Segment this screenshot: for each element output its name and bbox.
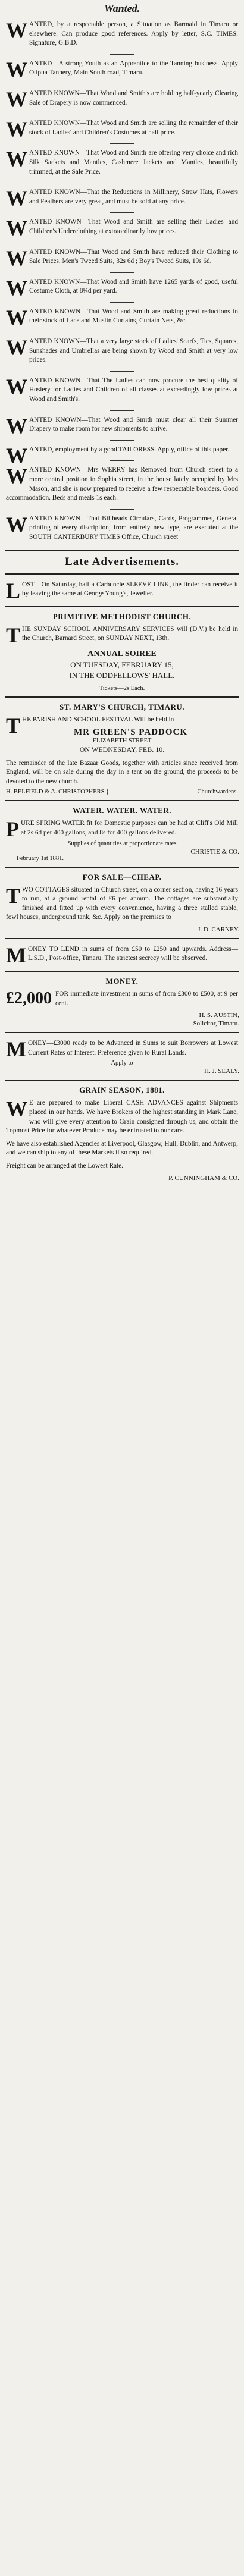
- dropcap: W: [6, 147, 27, 171]
- water-ad: [5, 806, 239, 861]
- ad-heading: GRAIN SEASON, 1881.: [79, 1085, 165, 1095]
- money-advance-ad: [5, 1038, 239, 1075]
- section-divider: [5, 1080, 239, 1081]
- dropcap: P: [6, 817, 19, 842]
- dropcap: M: [6, 1037, 26, 1062]
- dropcap: L: [6, 578, 21, 603]
- dropcap: W: [6, 335, 27, 360]
- signature-role: Churchwardens.: [197, 789, 238, 796]
- ad-text: ANTED KNOWN—That Wood and Smith's are holding half-yearly Clearing Sale of Drapery is now commenced.: [29, 89, 238, 106]
- dropcap: M: [6, 943, 26, 967]
- ad-text: ANTED KNOWN—That Wood and Smith are selling their Ladies' and Children's Underclothing at extraordinarily low prices.: [29, 218, 238, 235]
- section-divider: [5, 696, 239, 698]
- wanted-ad: [5, 443, 239, 467]
- festival-location: MR GREEN'S PADDOCK: [73, 727, 188, 737]
- money-amount: £2,000: [6, 989, 52, 1008]
- ad-text: ANTED KNOWN—That the Reductions in Millinery, Straw Hats, Flowers and Feathers are very great, and must be sold at any price.: [29, 189, 238, 205]
- grain-paragraph-2: We have also established Agencies at Liverpool, Glasgow, Hull, Dublin, and Antwerp, and we can ship to any of these Markets if so required.: [6, 1140, 238, 1157]
- wanted-heading: Wanted.: [104, 2, 140, 14]
- ad-divider: [110, 54, 134, 55]
- for-sale-signer: J. D. CARNEY.: [198, 925, 239, 933]
- section-divider: [5, 573, 239, 575]
- ad-text: HE PARISH AND SCHOOL FESTIVAL Will be held in: [22, 716, 174, 723]
- wanted-ad: [5, 306, 239, 328]
- wanted-ad: [5, 217, 239, 239]
- ad-text: OST—On Saturday, half a Carbuncle SLEEVE LINK, the finder can receive it by leaving the same at George Young's, Jeweller.: [22, 581, 238, 598]
- dropcap: W: [6, 374, 27, 399]
- soiree-tickets: Tickets—2s Each.: [99, 685, 145, 692]
- ad-text: ANTED KNOWN—That Wood and Smith have 1265 yards of good, useful Costume Cloth, at 8¼d per yard.: [29, 278, 238, 295]
- dropcap: W: [6, 305, 27, 330]
- wanted-ad: [5, 187, 239, 209]
- water-date: February 1st 1881.: [17, 855, 64, 862]
- wanted-ad: [5, 148, 239, 179]
- ad-text: E are prepared to make Liberal CASH ADVANCES against Shipments placed in our hands. We have Brokers of the highest standing in Mark Lane, who will give every attention to Grain consigned through us, and obtain the Topmost Price for whatever Produce may be entrusted to our care.: [6, 1099, 238, 1135]
- methodist-ad: [5, 612, 239, 692]
- section-divider: [5, 971, 239, 972]
- dropcap: T: [6, 713, 21, 738]
- section-divider: [5, 800, 239, 801]
- wanted-ad: [5, 88, 239, 110]
- ad-text: WO COTTAGES situated in Church street, on a corner section, having 16 years to run, at a ground rental of £6 per annum. The cottages are substantially finished and fitted up with every convenience, having a three stalled stable, fowl houses, underground tank, &c. Apply on the premises to: [6, 886, 238, 921]
- dropcap: T: [6, 623, 21, 647]
- ad-heading: FOR SALE—CHEAP.: [82, 872, 162, 881]
- ad-heading: PRIMITIVE METHODIST CHURCH.: [52, 611, 192, 621]
- wanted-ad: [5, 277, 239, 299]
- soiree-date: ON TUESDAY, FEBRUARY 15,: [70, 660, 174, 669]
- dropcap: W: [6, 87, 27, 111]
- ad-divider: [110, 143, 134, 144]
- late-ads-heading: Late Advertisements.: [64, 555, 180, 568]
- wanted-ad: [5, 58, 239, 80]
- festival-date: ON WEDNESDAY, FEB. 10.: [79, 745, 165, 754]
- section-divider: [5, 550, 239, 551]
- ad-divider: [110, 460, 134, 461]
- wanted-ad: [5, 465, 239, 505]
- wanted-ad: [5, 513, 239, 545]
- ad-text: ANTED—A strong Youth as an Apprentice to the Tanning business. Apply Otipua Tannery, Main South road, Timaru.: [29, 59, 238, 77]
- dropcap: W: [6, 512, 27, 536]
- wanted-ad: [5, 118, 239, 140]
- section-divider: [5, 606, 239, 607]
- newspaper-page: [0, 1, 244, 2576]
- dropcap: T: [6, 883, 21, 908]
- ad-text: ANTED KNOWN—That Wood and Smith are selling the remainder of their stock of Ladies' and Children's Costumes at half price.: [29, 120, 238, 136]
- ad-text: HE SUNDAY SCHOOL ANNIVERSARY SERVICES will (D.V.) be held in the Church, Barnard Street, on SUNDAY NEXT, 13th.: [22, 625, 238, 642]
- section-divider: [5, 867, 239, 868]
- money-signer-role: Solicitor, Timaru.: [193, 1020, 239, 1028]
- for-sale-ad: [5, 873, 239, 933]
- ad-text: ANTED KNOWN—That The Ladies can now procure the best quality of Hosiery for Ladies and Children of all classes at exceedingly low prices at Wood and Smith's.: [29, 376, 238, 403]
- money-advance-signer: H. J. SEALY.: [204, 1068, 239, 1075]
- ad-text: ANTED, by a respectable person, a Situation as Barmaid in Timaru or elsewhere. Can produce good references. Apply by letter, S.C. TIMES. Signature, G.B.D.: [29, 21, 238, 47]
- ad-text: ANTED KNOWN—That Billheads Circulars, Cards, Programmes, General printing of every discription, from entirely new type, are executed at the SOUTH CANTERBURY TIMES Office, Church street: [29, 514, 238, 541]
- grain-signer: P. CUNNINGHAM & CO.: [168, 1174, 239, 1182]
- dropcap: W: [6, 275, 27, 300]
- ad-text: ONEY—£3000 ready to be Advanced in Sums to suit Borrowers at Lowest Current Rates of Interest. Preference given to Rural Lands.: [27, 1040, 238, 1056]
- ad-divider: [110, 272, 134, 273]
- ad-text: URE SPRING WATER fit for Domestic purposes can be had at Cliff's Old Mill at 2s 6d per 400 gallons, and 8s for 400 gallons delivered.: [21, 820, 238, 836]
- money-signer: H. S. AUSTIN,: [199, 1012, 239, 1019]
- ad-divider: [110, 509, 134, 510]
- grain-paragraph-3: Freight can be arranged at the Lowest Rate.: [6, 1162, 123, 1169]
- ad-heading: ST. MARY'S CHURCH, TIMARU.: [60, 702, 184, 711]
- ad-divider: [110, 302, 134, 303]
- soiree-heading: ANNUAL SOIREE: [87, 649, 157, 658]
- signature-row: [5, 789, 239, 795]
- ad-text: ONEY TO LEND in sums of from £50 to £250 and upwards. Address—L.S.D., Post-office, Timaru. The strictest secrecy will be observed.: [27, 945, 238, 962]
- dropcap: W: [6, 1097, 27, 1121]
- grain-ad: [5, 1085, 239, 1181]
- signature-names: H. BELFIELD & A. CHRISTOPHERS }: [6, 789, 110, 796]
- dropcap: W: [6, 216, 27, 240]
- ad-text: ANTED KNOWN—That Wood and Smith are offering very choice and rich Silk Sackets and Mantles, Cashmere Jackets and Mantles, beautifully trimmed, at the Sale Price.: [29, 149, 238, 175]
- money-lend-ad: [5, 944, 239, 966]
- dropcap: W: [6, 186, 27, 211]
- dropcap: W: [6, 117, 27, 142]
- dropcap: W: [6, 246, 27, 270]
- lost-ad: [5, 579, 239, 601]
- ad-text: ANTED KNOWN—That Wood and Smith are making great reductions in their stock of Lace and Muslin Curtains, Curtain Nets, &c.: [29, 308, 238, 325]
- st-marys-ad: [5, 702, 239, 795]
- dropcap: W: [6, 443, 27, 467]
- dropcap: W: [6, 57, 27, 81]
- ad-divider: [110, 212, 134, 213]
- ad-heading: MONEY.: [105, 977, 139, 986]
- section-divider: [5, 1032, 239, 1033]
- ad-text: ANTED KNOWN—That Wood and Smith have reduced their Clothing to Sale Prices. Men's Tweed Suits, 32s 6d ; Boy's Tweed Suits, 19s 6d.: [29, 248, 238, 265]
- ad-heading: WATER. WATER. WATER.: [73, 806, 171, 815]
- festival-details: The remainder of the late Bazaar Goods, together with articles since received from England, will be on sale during the day in a tent on the ground, the proceeds to be devoted to the new church.: [6, 759, 238, 785]
- dropcap: W: [6, 413, 27, 438]
- dropcap: W: [6, 464, 27, 488]
- dropcap: W: [6, 18, 27, 42]
- ad-text: ANTED, employment by a good TAILORESS. Apply, office of this paper.: [29, 445, 230, 453]
- wanted-ad: [5, 19, 239, 51]
- ad-text: FOR immediate investment in sums of from £300 to £500, at 9 per cent.: [55, 990, 238, 1007]
- wanted-ad: [5, 415, 239, 437]
- festival-street: ELIZABETH STREET: [92, 737, 152, 744]
- apply-to: Apply to: [111, 1060, 133, 1067]
- wanted-ads-list: [5, 19, 239, 545]
- wanted-ad: [5, 375, 239, 407]
- ad-divider: [110, 371, 134, 372]
- money-ad: [5, 977, 239, 1027]
- ad-text: ANTED KNOWN—That a very large stock of Ladies' Scarfs, Ties, Squares, Sunshades and Umbrellas are being shown by Wood and Smith at very low prices.: [29, 338, 238, 364]
- water-note: Supplies of quantities at proportionate rates: [67, 840, 177, 847]
- water-signer: CHRISTIE & CO.: [190, 848, 239, 855]
- ad-divider: [110, 410, 134, 411]
- ad-divider: [110, 440, 134, 441]
- wanted-ad: [5, 336, 239, 368]
- soiree-place: IN THE ODDFELLOWS' HALL.: [69, 670, 175, 680]
- ad-text: ANTED KNOWN—Mrs WERRY has Removed from Church street to a more central position in Sophia street, in the house lately occupied by Mrs Mason, and she is now prepared to receive a few respectable boarders. Good accommodation. Beds and meals 1s each.: [6, 466, 238, 502]
- wanted-ad: [5, 247, 239, 269]
- section-divider: [5, 938, 239, 939]
- ad-text: ANTED KNOWN—That Wood and Smith must clear all their Summer Drapery to make room for new shipments to arrive.: [29, 416, 238, 433]
